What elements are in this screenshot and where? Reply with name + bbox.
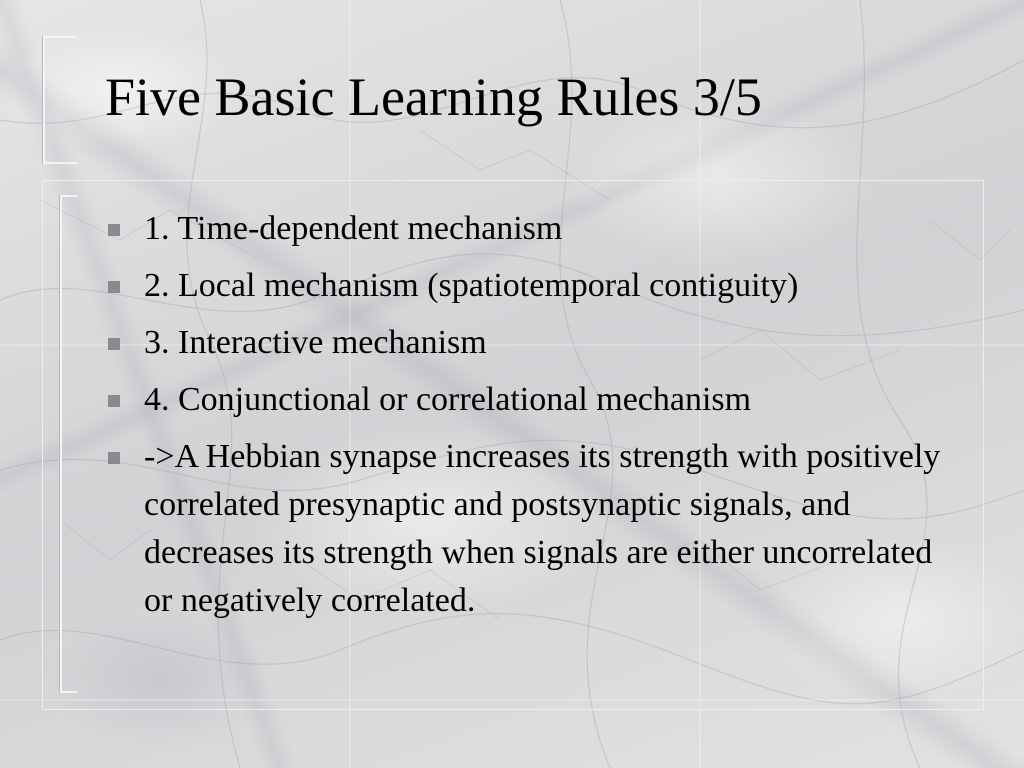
bullet-item-conjunctional — [108, 376, 968, 424]
bullet-text: ->A Hebbian synapse increases its strength with positively correlated presynaptic and postsynaptic signals, and decreases its strength when signals are either uncorrelated or negatively correlated. — [144, 438, 941, 619]
slide-title: Five Basic Learning Rules 3/5 — [105, 67, 762, 127]
square-bullet-icon — [108, 281, 120, 293]
bullet-text: 1. Time-dependent mechanism — [144, 210, 563, 247]
bullet-text: 2. Local mechanism (spatiotemporal contiguity) — [144, 267, 799, 304]
bullet-text: 4. Conjunctional or correlational mechanism — [144, 381, 752, 418]
bullet-list — [108, 205, 968, 634]
body-frame-bracket — [60, 195, 77, 693]
square-bullet-icon — [108, 224, 120, 236]
bullet-item-hebbian — [108, 433, 968, 625]
bullet-item-interactive — [108, 319, 968, 367]
bullet-text: 3. Interactive mechanism — [144, 324, 487, 361]
bullet-item-local — [108, 262, 968, 310]
square-bullet-icon — [108, 338, 120, 350]
square-bullet-icon — [108, 395, 120, 407]
bullet-item-time-dependent — [108, 205, 968, 253]
square-bullet-icon — [108, 452, 120, 464]
title-frame-bracket — [43, 36, 77, 164]
